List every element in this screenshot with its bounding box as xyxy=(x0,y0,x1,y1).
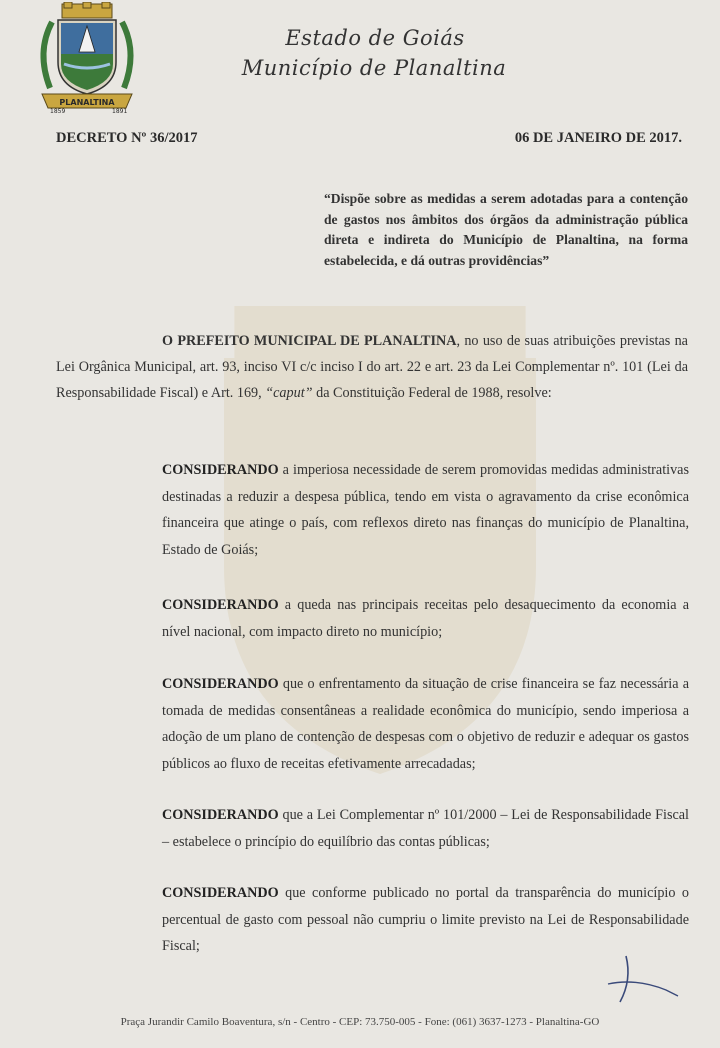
crest-year-right: 1891 xyxy=(112,108,128,114)
letterhead-municipality: Município de Planaltina xyxy=(241,56,507,80)
crest-banner-text: PLANALTINA xyxy=(59,98,115,107)
clause-text: que o enfrentamento da situação de crise financeira se faz necessária a tomada de medidas consentâneas a realidade econômica do município, sendo imperiosa a adoção de um plano de contenção de despesas com o objetivo de reduzir e adequar os gastos públicos ao fluxo de receitas efetivamente arrecadadas; xyxy=(162,676,689,772)
clause-keyword: CONSIDERANDO xyxy=(162,597,279,613)
letterhead-state: Estado de Goiás xyxy=(285,26,465,50)
clause-keyword: CONSIDERANDO xyxy=(162,885,279,901)
preamble-text: , no uso de suas atribuições previstas na Lei Orgânica Municipal, art. 93, inciso VI c/c inciso I do art. 22 e art. 23 da Lei Complementar nº. 101 (Lei da Responsabilidade Fiscal) e Art. 169, xyxy=(56,333,688,401)
clause-text: a queda nas principais receitas pelo desaquecimento da economia a nível nacional, com impacto direto no município; xyxy=(162,597,689,640)
crest-year-left: 1859 xyxy=(50,108,66,114)
clause-text: que conforme publicado no portal da transparência do município o percentual de gasto com pessoal não cumpriu o limite previsto na Lei de Responsabilidade Fiscal; xyxy=(162,885,689,954)
preamble-lead: O PREFEITO MUNICIPAL DE PLANALTINA xyxy=(162,333,457,349)
clause-5 xyxy=(162,880,689,960)
clause-1 xyxy=(162,457,689,563)
clause-text: a imperiosa necessidade de serem promovidas medidas administrativas destinadas a reduzir a despesa pública, tendo em vista o agravamento da crise econômica financeira que atinge o país, com reflexos direto nas finanças do município de Planaltina, Estado de Goiás; xyxy=(162,462,689,558)
clause-keyword: CONSIDERANDO xyxy=(162,462,279,478)
preamble-caput: “caput” xyxy=(265,385,313,401)
decree-ementa: “Dispõe sobre as medidas a serem adotadas para a contenção de gastos nos âmbitos dos órgãos da administração pública direta e indireta do Município de Planaltina, na forma estabelecida, e dá outras providências” xyxy=(324,191,688,268)
letterhead xyxy=(0,26,720,80)
preamble xyxy=(56,328,688,406)
clause-keyword: CONSIDERANDO xyxy=(162,807,279,823)
preamble-text-end: da Constituição Federal de 1988, resolve: xyxy=(312,385,552,401)
clause-text: que a Lei Complementar nº 101/2000 – Lei de Responsabilidade Fiscal – estabelece o princípio do equilíbrio das contas públicas; xyxy=(162,807,689,850)
clause-3 xyxy=(162,671,689,777)
handwritten-initial xyxy=(606,950,686,1010)
decree-number: DECRETO Nº 36/2017 xyxy=(56,130,198,146)
footer-address: Praça Jurandir Camilo Boaventura, s/n - Centro - CEP: 73.750-005 - Fone: (061) 3637-1273 - Planaltina-GO xyxy=(120,1016,600,1028)
clause-2 xyxy=(162,592,689,645)
clause-4 xyxy=(162,802,689,855)
decree-date: 06 DE JANEIRO DE 2017. xyxy=(514,130,682,146)
clause-keyword: CONSIDERANDO xyxy=(162,676,279,692)
